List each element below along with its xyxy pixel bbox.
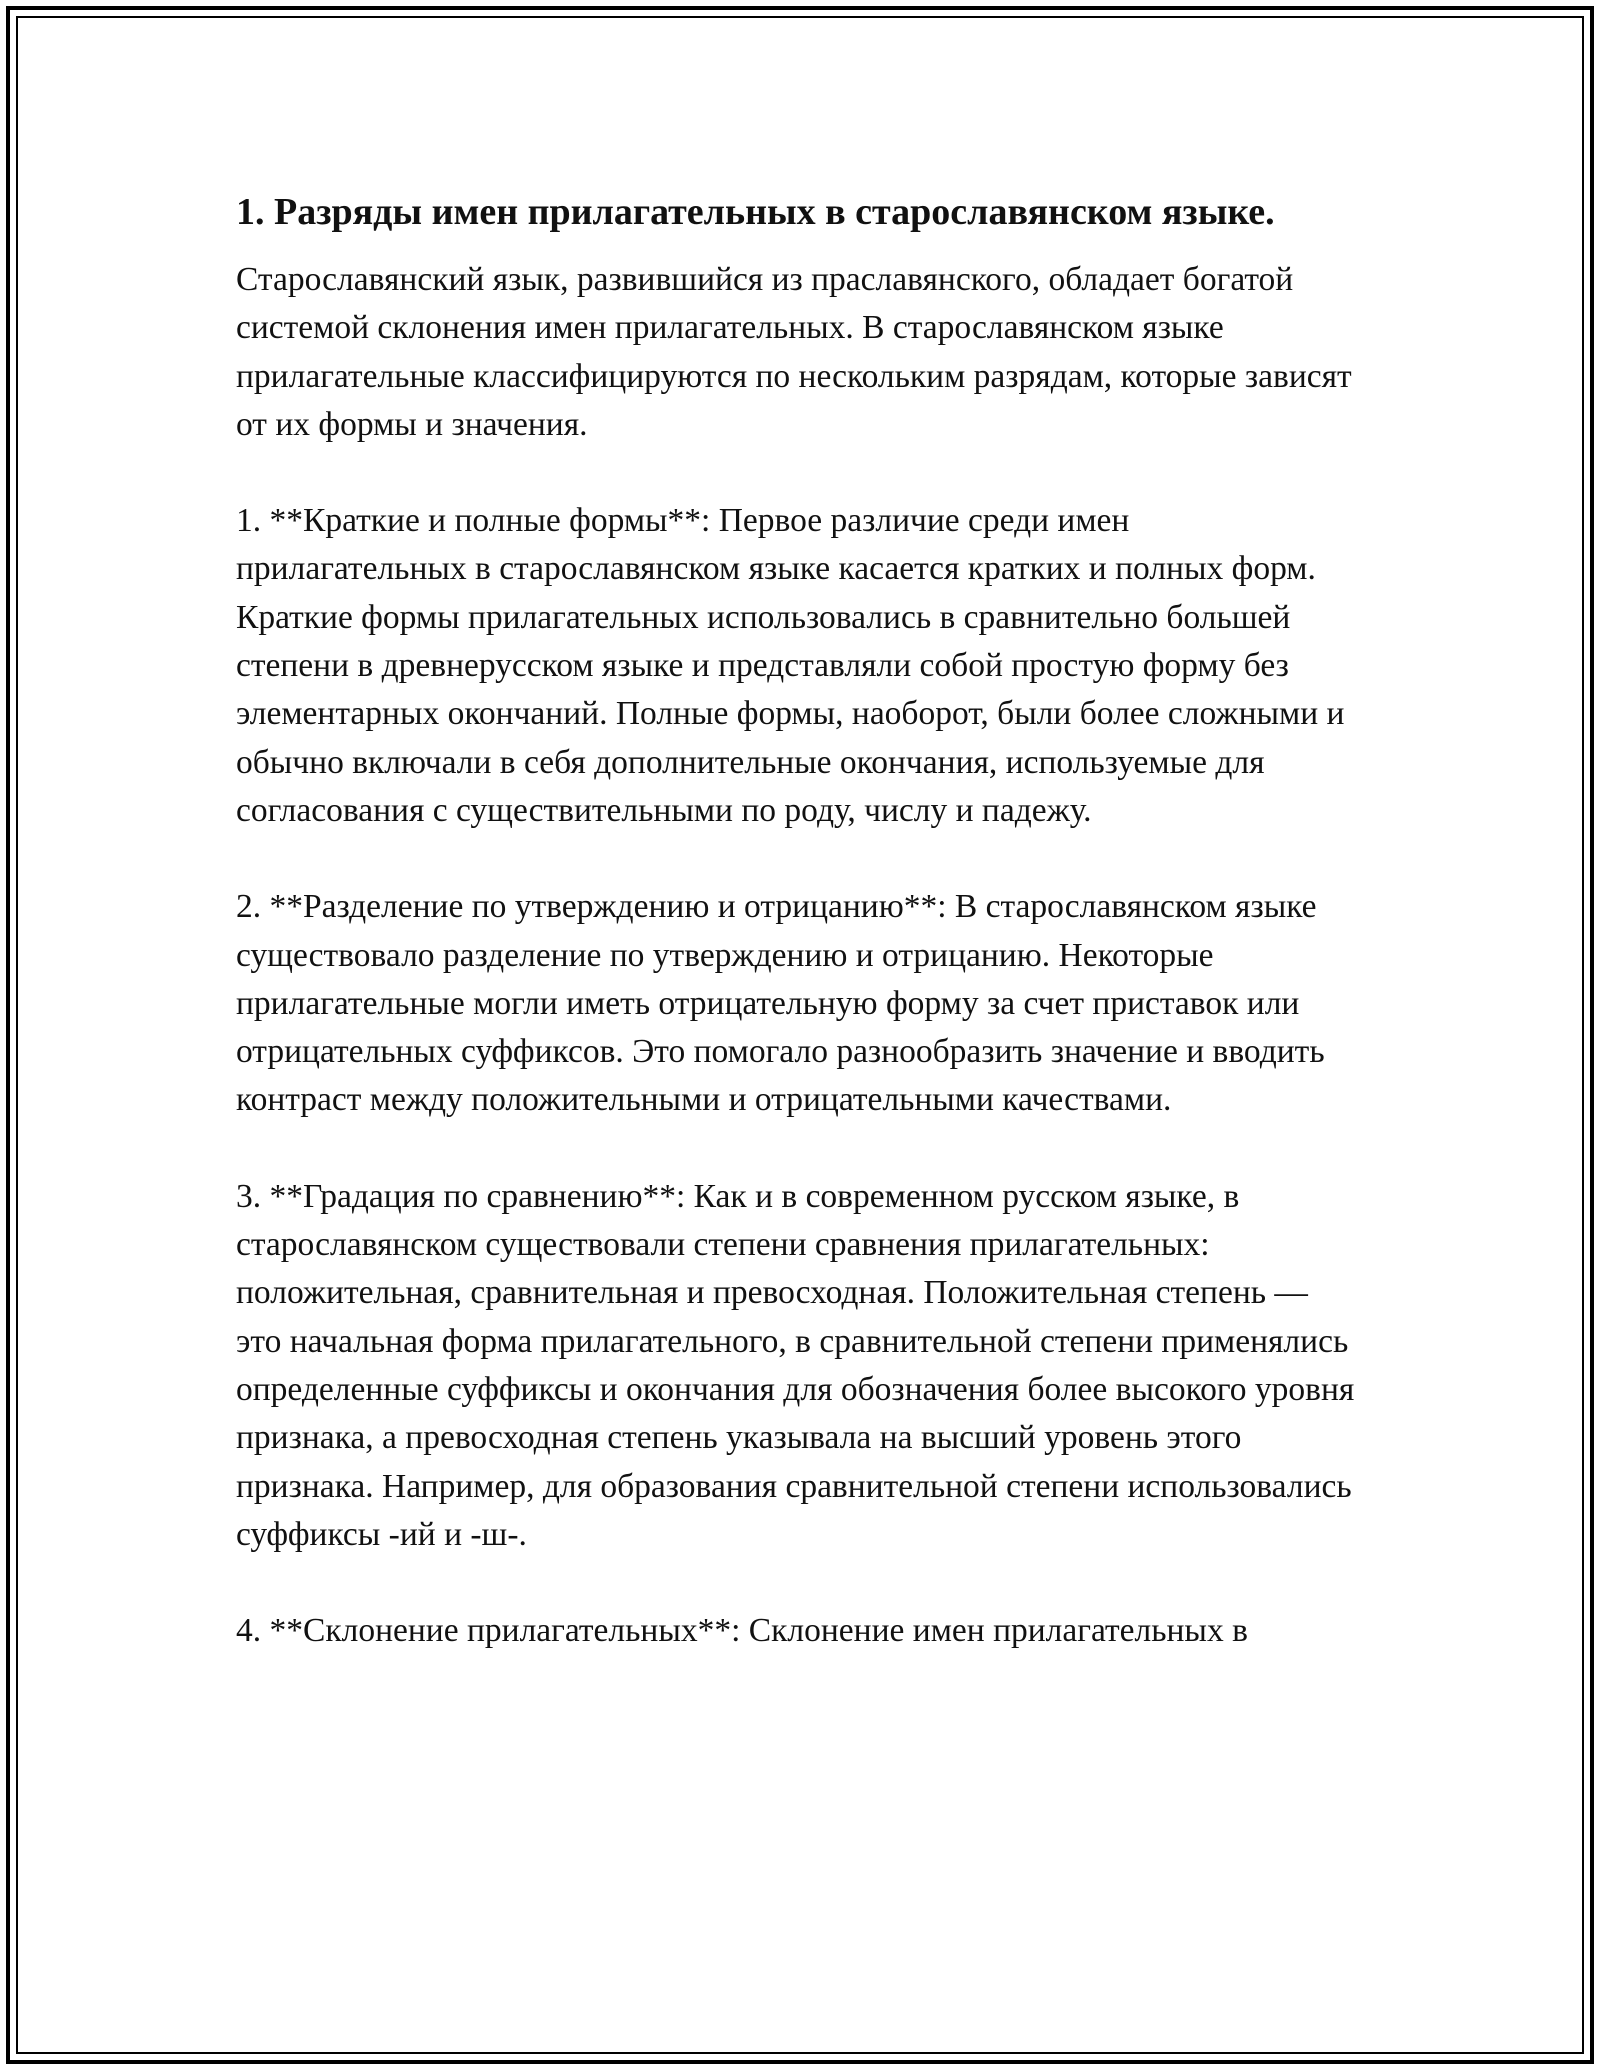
document-body	[236, 188, 1376, 1655]
paragraph-affirmation-negation: 2. **Разделение по утверждению и отрицанию**: В старославянском языке существовало разделение по утверждению и отрицанию. Некоторые прилагательные могли иметь отрицательную форму за счет приставок или отрицательных суффиксов. Это помогало разнообразить значение и вводить контраст между положительными и отрицательными качествами.	[236, 888, 1325, 1119]
paragraph-declension: 4. **Склонение прилагательных**: Склонение имен прилагательных в	[236, 1612, 1248, 1650]
document-title: 1. Разряды имен прилагательных в старославянском языке.	[236, 191, 1275, 233]
paragraph-comparison-degrees: 3. **Градация по сравнению**: Как и в современном русском языке, в старославянском существовали степени сравнения прилагательных: положительная, сравнительная и превосходная. Положительная степень — это начальная форма прилагательного, в сравнительной степени применялись определенные суффиксы и окончания для обозначения более высокого уровня признака, а превосходная степень указывала на высший уровень этого признака. Например, для образования сравнительной степени использовались суффиксы -ий и -ш-.	[236, 1177, 1355, 1553]
paragraph-short-full-forms: 1. **Краткие и полные формы**: Первое различие среди имен прилагательных в старославянском языке касается кратких и полных форм. Краткие формы прилагательных использовались в сравнительно большей степени в древнерусском языке и представляли собой простую форму без элементарных окончаний. Полные формы, наоборот, были более сложными и обычно включали в себя дополнительные окончания, используемые для согласования с существительными по роду, числу и падежу.	[236, 502, 1345, 829]
intro-paragraph: Старославянский язык, развившийся из праславянского, обладает богатой системой склонения имен прилагательных. В старославянском языке прилагательные классифицируются по нескольким разрядам, которые зависят от их формы и значения.	[236, 261, 1352, 443]
